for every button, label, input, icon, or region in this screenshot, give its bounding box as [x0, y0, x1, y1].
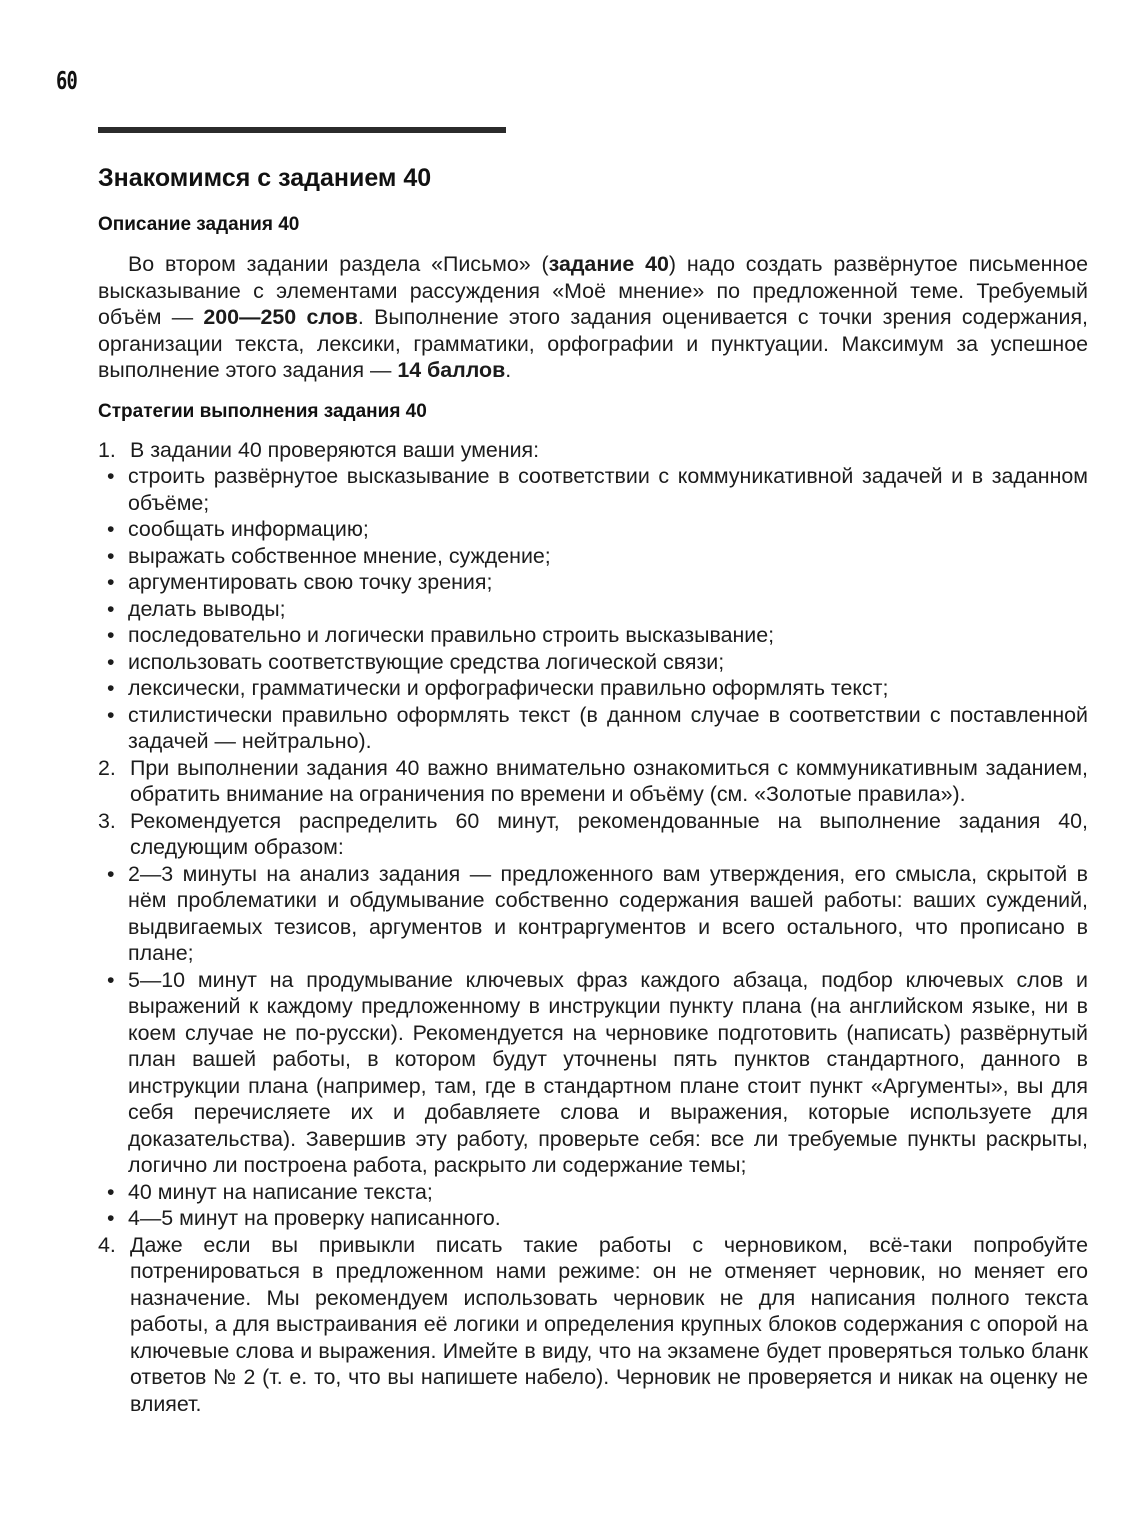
- page-content: [98, 160, 1088, 1417]
- list-item: • 4—5 минут на проверку написанного.: [98, 1205, 1088, 1232]
- list-item: • сообщать информацию;: [98, 516, 1088, 543]
- description-paragraph: Во втором задании раздела «Письмо» (задание 40) надо создать развёрнутое письменное высказывание с элементами рассуждения «Моё мнение» по предложенной теме. Требуемый объём — 200—250 слов. Выполнение этого задания оценивается с точки зрения содержания, организации текста, лексики, грамматики, орфографии и пунктуации. Максимум за успешное выполнение этого задания — 14 баллов.: [98, 252, 1089, 382]
- strategies-heading: Стратегии выполнения задания 40: [98, 400, 427, 422]
- list-item: • лексически, грамматически и орфографически правильно оформлять текст;: [98, 675, 1088, 702]
- list-item: • делать выводы;: [98, 596, 1088, 623]
- page-number: 60: [56, 66, 78, 95]
- strategy-item-3: 3. Рекомендуется распределить 60 минут, рекомендованные на выполнение задания 40, следующим образом:: [98, 808, 1088, 859]
- strategies-list: [98, 437, 1088, 1418]
- list-item: • последовательно и логически правильно строить высказывание;: [98, 622, 1088, 649]
- list-item: • 2—3 минуты на анализ задания — предложенного вам утверждения, его смысла, скрытой в нём проблематики и обдумывание собственно содержания вашей работы: ваших суждений, выдвигаемых тезисов, аргументов и контраргументов и всего остального, что прописано в плане;: [98, 861, 1088, 967]
- list-item: • строить развёрнутое высказывание в соответствии с коммуникативной задачей и в заданном объёме;: [98, 463, 1088, 516]
- strategy-item-4: 4. Даже если вы привыкли писать такие работы с черновиком, всё-таки попробуйте потренироваться в предложенном нами режиме: он не отменяет черновик, но меняет его назначение. Мы рекомендуем использовать черновик не для написания полного текста работы, а для выстраивания её логики и определения крупных блоков содержания с опорой на ключевые слова и выражения. Имейте в виду, что на экзамене будет проверяться только бланк ответов № 2 (т. е. то, что вы напишете набело). Черновик не проверяется и никак на оценку не влияет.: [98, 1232, 1088, 1416]
- list-item: • стилистически правильно оформлять текст (в данном случае в соответствии с поставленной задачей — нейтрально).: [98, 702, 1088, 755]
- list-item: • 5—10 минут на продумывание ключевых фраз каждого абзаца, подбор ключевых слов и выражений к каждому предложенному в инструкции пункту плана (на английском языке, ни в коем случае не по-русски). Рекомендуется на черновике подготовить (написать) развёрнутый план вашей работы, в котором будут уточнены пять пунктов стандартного, данного в инструкции плана (например, там, где в стандартном плане стоит пункт «Аргументы», вы для себя перечисляете их и добавляете слова и выражения, которые используете для доказательства). Завершив эту работу, проверьте себя: все ли требуемые пункты раскрыты, логично ли построена работа, раскрыто ли содержание темы;: [98, 967, 1088, 1179]
- time-bullet-list: [98, 861, 1088, 1232]
- list-item: • 40 минут на написание текста;: [98, 1179, 1088, 1206]
- section-title: Знакомимся с заданием 40: [98, 164, 432, 192]
- list-item: • аргументировать свою точку зрения;: [98, 569, 1088, 596]
- list-item: • использовать соответствующие средства логической связи;: [98, 649, 1088, 676]
- strategy-item-1: 1. В задании 40 проверяются ваши умения:: [98, 437, 540, 462]
- header-rule: [98, 127, 506, 133]
- skills-bullet-list: [98, 463, 1088, 755]
- strategy-item-2: 2. При выполнении задания 40 важно внимательно ознакомиться с коммуникативным заданием, обратить внимание на ограничения по времени и объёму (см. «Золотые правила»).: [98, 755, 1088, 806]
- list-item: • выражать собственное мнение, суждение;: [98, 543, 1088, 570]
- description-heading: Описание задания 40: [98, 214, 300, 235]
